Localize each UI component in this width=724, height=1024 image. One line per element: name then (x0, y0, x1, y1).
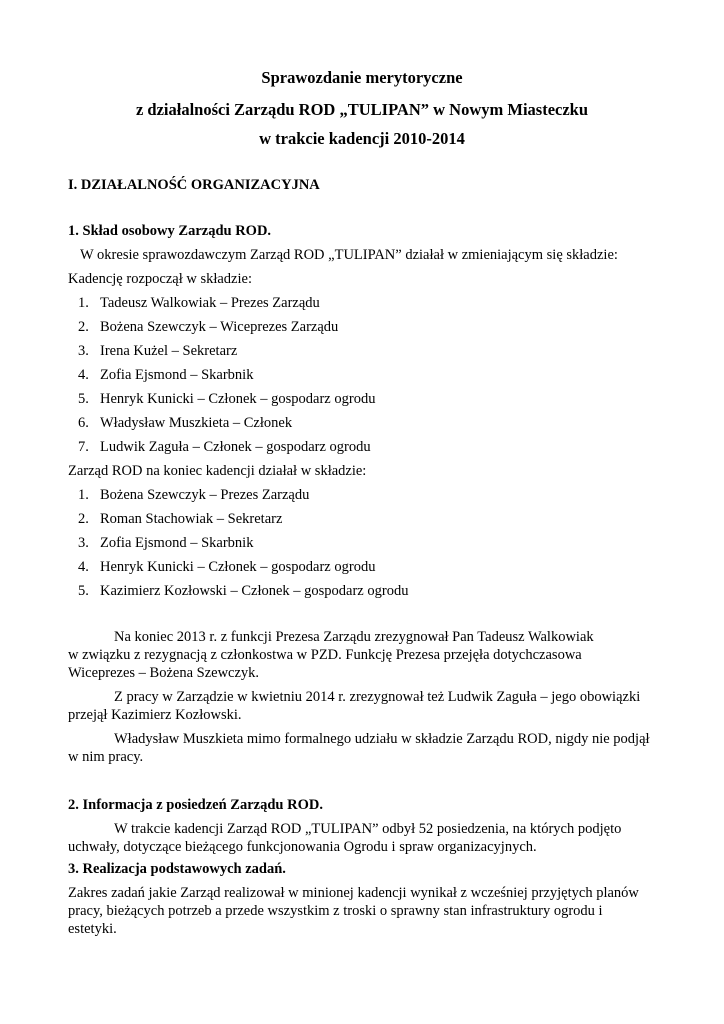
list-number: 1. (78, 295, 89, 311)
section-heading: I. DZIAŁALNOŚĆ ORGANIZACYJNA (68, 177, 320, 193)
list-number: 1. (78, 487, 89, 503)
subsection-2-heading: 2. Informacja z posiedzeń Zarządu ROD. (68, 797, 323, 813)
list-number: 2. (78, 319, 89, 335)
list-item: Tadeusz Walkowiak – Prezes Zarządu (100, 295, 320, 311)
subsection-1-heading: 1. Skład osobowy Zarządu ROD. (68, 223, 272, 239)
list-item: Kazimierz Kozłowski – Członek – gospodarz ogrodu (100, 583, 409, 599)
list-number: 5. (78, 391, 89, 407)
paragraph-line: Na koniec 2013 r. z funkcji Prezesa Zarządu zrezygnował Pan Tadeusz Walkowiak (114, 629, 594, 645)
paragraph-line: W trakcie kadencji Zarząd ROD „TULIPAN” odbył 52 posiedzenia, na których podjęto (114, 821, 622, 837)
list-item: Irena Kużel – Sekretarz (100, 343, 238, 359)
list-number: 7. (78, 439, 89, 455)
title-line-2: z działalności Zarządu ROD „TULIPAN” w Nowym Miasteczku (135, 100, 589, 119)
paragraph-line: Władysław Muszkieta mimo formalnego udziału w składzie Zarządu ROD, nigdy nie podjął (114, 731, 650, 747)
title-line-1: Sprawozdanie merytoryczne (261, 68, 463, 87)
list-item: Zofia Ejsmond – Skarbnik (100, 535, 254, 551)
paragraph-line: Zakres zadań jakie Zarząd realizował w minionej kadencji wynikał z wcześniej przyjętych planów (68, 885, 639, 901)
list-number: 6. (78, 415, 89, 431)
subsection-3-heading: 3. Realizacja podstawowych zadań. (68, 861, 286, 877)
paragraph-line: Wiceprezes – Bożena Szewczyk. (68, 665, 260, 681)
paragraph-line: Z pracy w Zarządzie w kwietniu 2014 r. zrezygnował też Ludwik Zaguła – jego obowiązki (114, 689, 641, 705)
list-item: Władysław Muszkieta – Członek (100, 415, 293, 431)
title-line-3: w trakcie kadencji 2010-2014 (259, 129, 465, 148)
list-item: Henryk Kunicki – Członek – gospodarz ogrodu (100, 391, 376, 407)
paragraph-line: uchwały, dotyczące bieżącego funkcjonowania Ogrodu i spraw organizacyjnych. (68, 839, 537, 855)
list-number: 5. (78, 583, 89, 599)
list-number: 4. (78, 559, 89, 575)
list-item: Roman Stachowiak – Sekretarz (100, 511, 283, 527)
list-number: 3. (78, 535, 89, 551)
start-composition-label: Kadencję rozpoczął w składzie: (68, 271, 252, 287)
paragraph-line: pracy, bieżących potrzeb a przede wszystkim z troski o sprawny stan infrastruktury ogrodu i (68, 903, 603, 919)
paragraph-line: w związku z rezygnacją z członkostwa w PZD. Funkcję Prezesa przejęła dotychczasowa (68, 647, 582, 663)
intro-text: W okresie sprawozdawczym Zarząd ROD „TULIPAN” działał w zmieniającym się składzie: (80, 247, 618, 263)
list-item: Ludwik Zaguła – Członek – gospodarz ogrodu (100, 439, 371, 455)
paragraph-line: przejął Kazimierz Kozłowski. (68, 707, 242, 723)
paragraph-line: w nim pracy. (68, 749, 144, 765)
list-number: 2. (78, 511, 89, 527)
list-item: Zofia Ejsmond – Skarbnik (100, 367, 254, 383)
paragraph-line: estetyki. (68, 921, 117, 937)
list-item: Bożena Szewczyk – Prezes Zarządu (100, 487, 310, 503)
end-composition-label: Zarząd ROD na koniec kadencji działał w składzie: (68, 463, 367, 479)
list-number: 3. (78, 343, 89, 359)
list-number: 4. (78, 367, 89, 383)
list-item: Bożena Szewczyk – Wiceprezes Zarządu (100, 319, 339, 335)
list-item: Henryk Kunicki – Członek – gospodarz ogrodu (100, 559, 376, 575)
